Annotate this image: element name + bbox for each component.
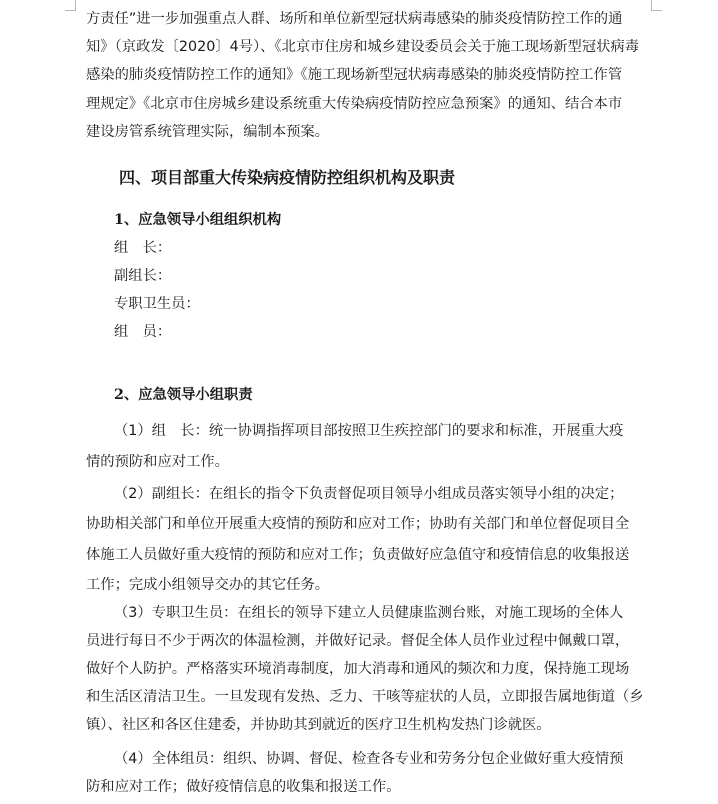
intro-line: 知》（京政发〔2020〕4号）、《北京市住房和城乡建设委员会关于施工现场新型冠状病毒 — [86, 39, 640, 55]
member-role-label: 副组长： — [114, 268, 172, 284]
duty-item-line: 员进行每日不少于两次的体温检测，并做好记录。督促全体人员作业过程中佩戴口罩， — [86, 633, 630, 649]
duty-item-line: 和生活区清洁卫生。一旦发现有发热、乏力、干咳等症状的人员，立即报告属地街道（乡 — [86, 689, 644, 705]
intro-line: 建设房管系统管理实际，编制本预案。 — [86, 124, 330, 140]
duty-item-line: 协助相关部门和单位开展重大疫情的预防和应对工作；协助有关部门和单位督促项目全 — [86, 516, 630, 532]
intro-line: 感染的肺炎疫情防控工作的通知》《施工现场新型冠状病毒感染的肺炎疫情防控工作管 — [86, 67, 623, 83]
duty-item-line: 防和应对工作；做好疫情信息的收集和报送工作。 — [86, 779, 401, 795]
duty-item-line: （1）组 长：统一协调指挥项目部按照卫生疾控部门的要求和标准，开展重大疫 — [114, 423, 624, 439]
duty-item-line: （4）全体组员：组织、协调、督促、检查各专业和劳务分包企业做好重大疫情预 — [114, 751, 624, 767]
duty-item-line: （2）副组长：在组长的指令下负责督促项目领导小组成员落实领导小组的决定； — [114, 486, 624, 502]
section-heading: 四、项目部重大传染病疫情防控组织机构及职责 — [119, 168, 456, 187]
duty-item-line: 镇）、社区和各区住建委，并协助其到就近的医疗卫生机构发热门诊就医。 — [86, 717, 551, 733]
duty-item-line: 做好个人防护。严格落实环境消毒制度，加大消毒和通风的频次和力度，保持施工现场 — [86, 661, 630, 677]
subsection-heading: 2、应急领导小组职责 — [114, 387, 253, 403]
page-corner-mark-left — [65, 0, 76, 11]
member-role-label: 组 长： — [114, 240, 172, 256]
member-role-label: 专职卫生员： — [114, 296, 200, 312]
member-role-label: 组 员： — [114, 324, 172, 340]
intro-line: 方责任”进一步加强重点人群、场所和单位新型冠状病毒感染的肺炎疫情防控工作的通 — [86, 11, 623, 27]
duty-item-line: 体施工人员做好重大疫情的预防和应对工作；负责做好应急值守和疫情信息的收集报送 — [86, 547, 630, 563]
intro-line: 理规定》《北京市住房城乡建设系统重大传染病疫情防控应急预案》的通知、结合本市 — [86, 96, 623, 112]
subsection-heading: 1、应急领导小组组织机构 — [114, 212, 282, 228]
duty-item-line: 情的预防和应对工作。 — [86, 454, 229, 470]
page-corner-mark-right — [651, 0, 662, 11]
duty-item-line: 工作；完成小组领导交办的其它任务。 — [86, 577, 330, 593]
duty-item-line: （3）专职卫生员：在组长的领导下建立人员健康监测台账，对施工现场的全体人 — [114, 605, 624, 621]
